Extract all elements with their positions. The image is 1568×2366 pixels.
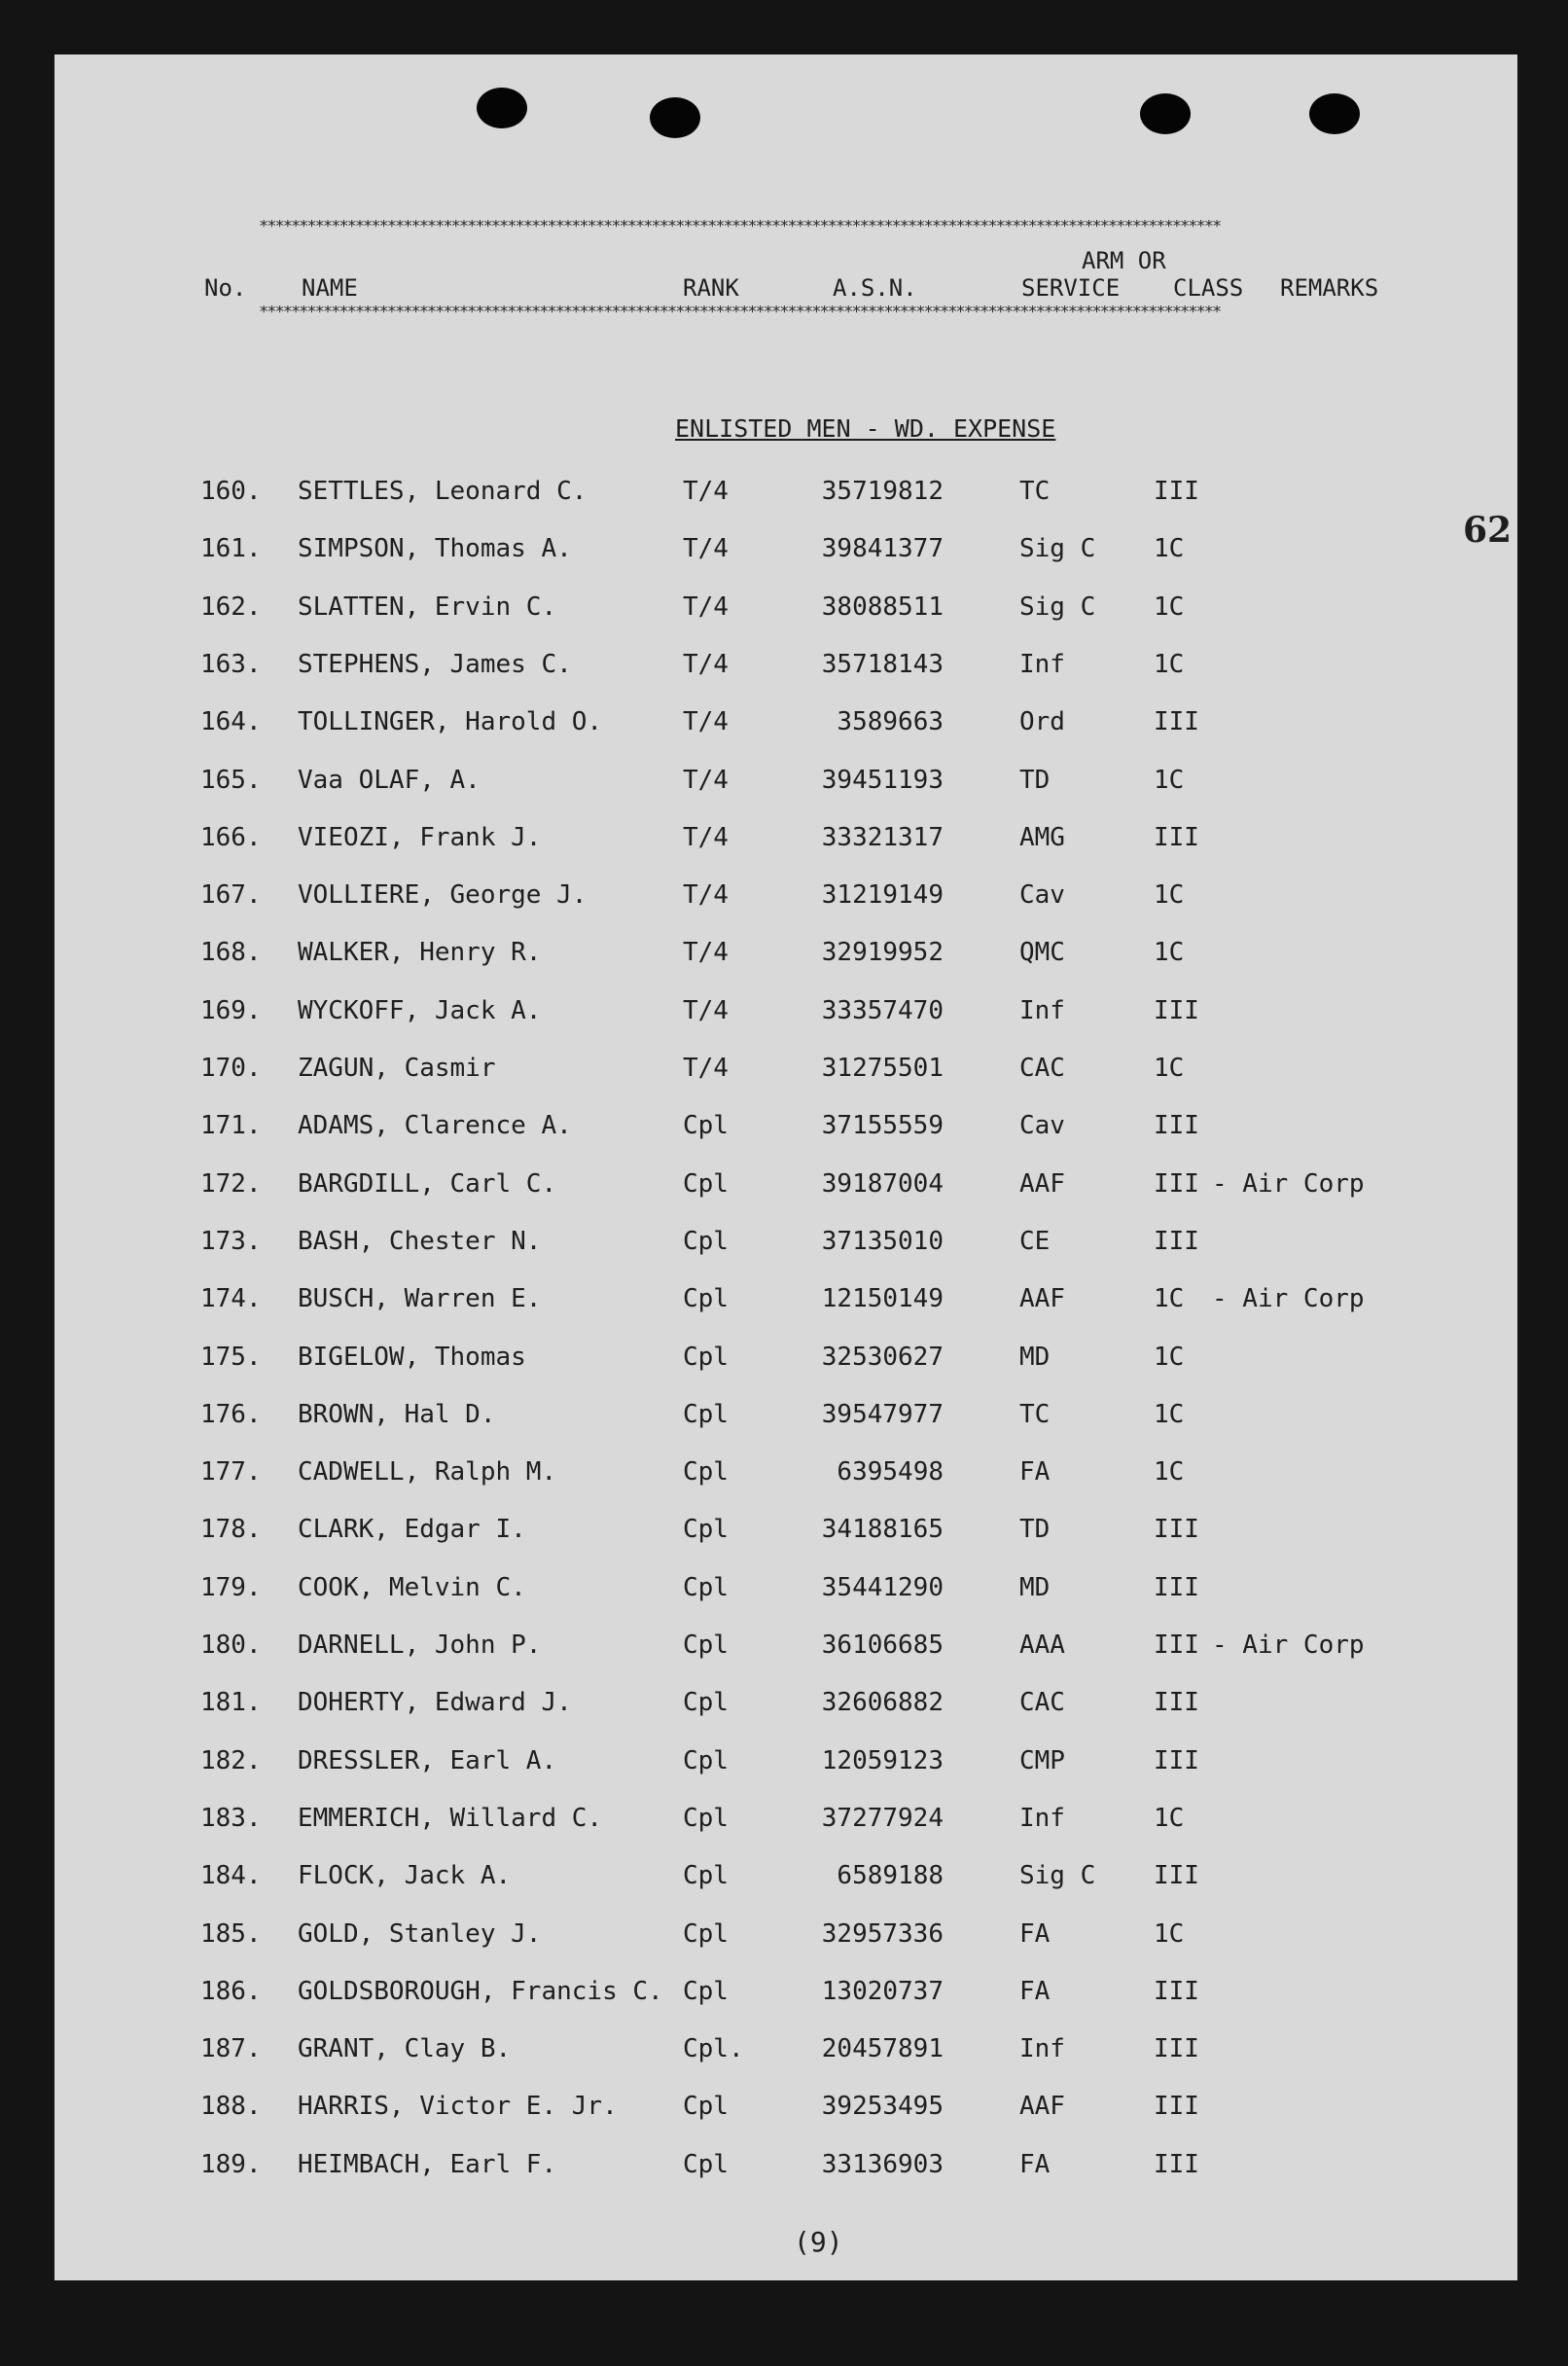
row-rank: Cpl bbox=[683, 1976, 729, 2006]
row-arm: FA bbox=[1019, 2149, 1051, 2179]
table-row bbox=[54, 477, 1517, 516]
table-row bbox=[54, 1573, 1517, 1612]
row-asn: 20457891 bbox=[821, 2034, 944, 2064]
row-name: WYCKOFF, Jack A. bbox=[298, 995, 542, 1025]
row-name: ZAGUN, Casmir bbox=[298, 1054, 496, 1083]
row-class: 1C bbox=[1154, 1803, 1185, 1833]
table-row bbox=[54, 1919, 1517, 1958]
row-name: BUSCH, Warren E. bbox=[298, 1284, 542, 1314]
col-header-class: CLASS bbox=[1173, 274, 1244, 302]
row-arm: Sig C bbox=[1019, 534, 1096, 564]
punch-hole bbox=[650, 97, 700, 138]
row-number: 187. bbox=[200, 2034, 262, 2064]
row-number: 179. bbox=[200, 1572, 262, 1602]
row-rank: Cpl bbox=[683, 1688, 729, 1718]
row-arm: FA bbox=[1019, 1976, 1051, 2006]
header-rule-top: ************************************************************************************************************************ bbox=[259, 220, 1221, 233]
row-number: 170. bbox=[200, 1054, 262, 1083]
row-class: 1C bbox=[1154, 1054, 1185, 1083]
row-name: WALKER, Henry R. bbox=[298, 938, 542, 968]
row-name: GOLDSBOROUGH, Francis C. bbox=[298, 1976, 663, 2006]
row-arm: Inf bbox=[1019, 1803, 1065, 1833]
row-arm: AAF bbox=[1019, 1168, 1065, 1199]
row-rank: Cpl bbox=[683, 1168, 729, 1199]
table-row bbox=[54, 1804, 1517, 1843]
row-rank: Cpl bbox=[683, 1226, 729, 1256]
row-class: III bbox=[1154, 1861, 1199, 1891]
row-name: BARGDILL, Carl C. bbox=[298, 1168, 557, 1199]
row-name: EMMERICH, Willard C. bbox=[298, 1803, 603, 1833]
table-row bbox=[54, 766, 1517, 805]
row-arm: Cav bbox=[1019, 1111, 1065, 1141]
row-name: VOLLIERE, George J. bbox=[298, 880, 588, 911]
page-footer: (9) bbox=[794, 2226, 843, 2258]
row-asn: 33321317 bbox=[821, 822, 944, 852]
row-arm: Sig C bbox=[1019, 1861, 1096, 1891]
row-name: SETTLES, Leonard C. bbox=[298, 477, 588, 506]
row-arm: Cav bbox=[1019, 880, 1065, 911]
row-arm: AMG bbox=[1019, 822, 1065, 852]
row-asn: 37155559 bbox=[821, 1111, 944, 1141]
row-arm: TD bbox=[1019, 765, 1051, 795]
row-arm: Ord bbox=[1019, 707, 1065, 737]
table-row bbox=[54, 707, 1517, 746]
table-row bbox=[54, 1457, 1517, 1496]
table-row bbox=[54, 1746, 1517, 1785]
row-number: 172. bbox=[200, 1168, 262, 1199]
row-class: 1C bbox=[1154, 592, 1185, 622]
row-asn: 38088511 bbox=[821, 592, 944, 622]
row-name: DOHERTY, Edward J. bbox=[298, 1688, 572, 1718]
row-arm: AAA bbox=[1019, 1631, 1065, 1660]
row-rank: Cpl bbox=[683, 2149, 729, 2179]
table-row bbox=[54, 2034, 1517, 2073]
row-rank: T/4 bbox=[683, 477, 729, 506]
row-name: HARRIS, Victor E. Jr. bbox=[298, 2092, 618, 2122]
row-asn: 35441290 bbox=[821, 1572, 944, 1602]
col-header-asn: A.S.N. bbox=[833, 274, 917, 302]
row-class: 1C bbox=[1154, 1918, 1185, 1949]
row-rank: Cpl bbox=[683, 1572, 729, 1602]
row-name: BASH, Chester N. bbox=[298, 1226, 542, 1256]
row-class: 1C bbox=[1154, 534, 1185, 564]
row-rank: T/4 bbox=[683, 649, 729, 679]
row-asn: 33357470 bbox=[821, 995, 944, 1025]
row-name: FLOCK, Jack A. bbox=[298, 1861, 512, 1891]
section-title: ENLISTED MEN - WD. EXPENSE bbox=[675, 414, 1056, 443]
row-asn: 35719812 bbox=[821, 477, 944, 506]
row-class: III bbox=[1154, 1111, 1199, 1141]
row-name: STEPHENS, James C. bbox=[298, 649, 572, 679]
row-asn: 37135010 bbox=[821, 1226, 944, 1256]
col-header-no: No. bbox=[204, 274, 247, 302]
row-arm: FA bbox=[1019, 1457, 1051, 1488]
row-name: SLATTEN, Ervin C. bbox=[298, 592, 557, 622]
row-number: 161. bbox=[200, 534, 262, 564]
row-number: 173. bbox=[200, 1226, 262, 1256]
row-number: 184. bbox=[200, 1861, 262, 1891]
row-asn: 32919952 bbox=[821, 938, 944, 968]
row-number: 165. bbox=[200, 765, 262, 795]
row-asn: 35718143 bbox=[821, 649, 944, 679]
row-asn: 12059123 bbox=[821, 1745, 944, 1775]
row-arm: AAF bbox=[1019, 2092, 1065, 2122]
table-row bbox=[54, 1054, 1517, 1093]
row-name: Vaa OLAF, A. bbox=[298, 765, 481, 795]
row-class: III bbox=[1154, 1168, 1199, 1199]
row-asn: 39253495 bbox=[821, 2092, 944, 2122]
row-asn: 36106685 bbox=[821, 1631, 944, 1660]
document-page bbox=[54, 54, 1517, 2280]
row-asn: 39841377 bbox=[821, 534, 944, 564]
row-arm: TC bbox=[1019, 477, 1051, 506]
row-name: BROWN, Hal D. bbox=[298, 1399, 496, 1429]
row-name: GRANT, Clay B. bbox=[298, 2034, 512, 2064]
row-remarks: - Air Corp bbox=[1212, 1631, 1365, 1660]
page-number-stamp: 62 bbox=[1463, 510, 1513, 551]
row-rank: Cpl bbox=[683, 1342, 729, 1372]
row-name: VIEOZI, Frank J. bbox=[298, 822, 542, 852]
row-number: 164. bbox=[200, 707, 262, 737]
row-asn: 12150149 bbox=[821, 1284, 944, 1314]
table-row bbox=[54, 2150, 1517, 2189]
row-arm: Inf bbox=[1019, 995, 1065, 1025]
row-name: HEIMBACH, Earl F. bbox=[298, 2149, 557, 2179]
col-header-remarks: REMARKS bbox=[1280, 274, 1379, 302]
row-arm: MD bbox=[1019, 1572, 1051, 1602]
row-asn: 33136903 bbox=[821, 2149, 944, 2179]
row-rank: T/4 bbox=[683, 822, 729, 852]
row-name: CADWELL, Ralph M. bbox=[298, 1457, 557, 1488]
row-rank: Cpl bbox=[683, 1803, 729, 1833]
table-row bbox=[54, 1631, 1517, 1669]
row-rank: Cpl bbox=[683, 1745, 729, 1775]
row-class: 1C bbox=[1154, 765, 1185, 795]
table-row bbox=[54, 938, 1517, 977]
row-class: III bbox=[1154, 1226, 1199, 1256]
row-rank: Cpl. bbox=[683, 2034, 744, 2064]
row-number: 163. bbox=[200, 649, 262, 679]
row-arm: FA bbox=[1019, 1918, 1051, 1949]
row-asn: 32957336 bbox=[821, 1918, 944, 1949]
table-row bbox=[54, 1400, 1517, 1439]
row-arm: CE bbox=[1019, 1226, 1051, 1256]
row-number: 160. bbox=[200, 477, 262, 506]
col-header-arm-line2: SERVICE bbox=[1021, 274, 1121, 302]
row-class: III bbox=[1154, 2034, 1199, 2064]
row-name: CLARK, Edgar I. bbox=[298, 1515, 526, 1545]
row-rank: T/4 bbox=[683, 995, 729, 1025]
row-class: III bbox=[1154, 1688, 1199, 1718]
row-number: 167. bbox=[200, 880, 262, 911]
row-number: 186. bbox=[200, 1976, 262, 2006]
row-asn: 31219149 bbox=[821, 880, 944, 911]
row-number: 168. bbox=[200, 938, 262, 968]
table-row bbox=[54, 880, 1517, 919]
row-arm: QMC bbox=[1019, 938, 1065, 968]
row-asn: 32530627 bbox=[821, 1342, 944, 1372]
row-arm: Inf bbox=[1019, 2034, 1065, 2064]
row-arm: TC bbox=[1019, 1399, 1051, 1429]
row-arm: CAC bbox=[1019, 1688, 1065, 1718]
row-number: 175. bbox=[200, 1342, 262, 1372]
row-arm: Inf bbox=[1019, 649, 1065, 679]
row-class: III bbox=[1154, 1745, 1199, 1775]
row-class: 1C bbox=[1154, 1399, 1185, 1429]
row-class: III bbox=[1154, 2092, 1199, 2122]
table-row bbox=[54, 1169, 1517, 1208]
row-arm: CAC bbox=[1019, 1054, 1065, 1083]
row-class: 1C bbox=[1154, 649, 1185, 679]
table-row bbox=[54, 534, 1517, 573]
row-class: III bbox=[1154, 1976, 1199, 2006]
row-class: 1C bbox=[1154, 880, 1185, 911]
row-number: 174. bbox=[200, 1284, 262, 1314]
row-rank: T/4 bbox=[683, 534, 729, 564]
row-name: SIMPSON, Thomas A. bbox=[298, 534, 572, 564]
row-remarks: - Air Corp bbox=[1212, 1168, 1365, 1199]
row-number: 183. bbox=[200, 1803, 262, 1833]
row-class: III bbox=[1154, 822, 1199, 852]
punch-hole bbox=[1309, 93, 1360, 134]
row-asn: 6395498 bbox=[837, 1457, 944, 1488]
row-name: ADAMS, Clarence A. bbox=[298, 1111, 572, 1141]
row-rank: T/4 bbox=[683, 938, 729, 968]
row-name: BIGELOW, Thomas bbox=[298, 1342, 526, 1372]
row-rank: Cpl bbox=[683, 1918, 729, 1949]
row-class: III bbox=[1154, 995, 1199, 1025]
col-header-arm-line1: ARM OR bbox=[1082, 247, 1166, 274]
row-asn: 6589188 bbox=[837, 1861, 944, 1891]
row-name: COOK, Melvin C. bbox=[298, 1572, 526, 1602]
row-number: 176. bbox=[200, 1399, 262, 1429]
row-name: DARNELL, John P. bbox=[298, 1631, 542, 1660]
row-rank: Cpl bbox=[683, 2092, 729, 2122]
row-rank: T/4 bbox=[683, 880, 729, 911]
row-name: GOLD, Stanley J. bbox=[298, 1918, 542, 1949]
table-row bbox=[54, 592, 1517, 631]
row-rank: Cpl bbox=[683, 1457, 729, 1488]
row-rank: Cpl bbox=[683, 1284, 729, 1314]
row-rank: Cpl bbox=[683, 1631, 729, 1660]
row-number: 188. bbox=[200, 2092, 262, 2122]
header-rule-bottom: ************************************************************************************************************************ bbox=[259, 305, 1221, 319]
table-row bbox=[54, 1227, 1517, 1266]
row-asn: 13020737 bbox=[821, 1976, 944, 2006]
row-class: 1C bbox=[1154, 1457, 1185, 1488]
row-class: 1C bbox=[1154, 1342, 1185, 1372]
row-remarks: - Air Corp bbox=[1212, 1284, 1365, 1314]
col-header-rank: RANK bbox=[683, 274, 739, 302]
table-row bbox=[54, 650, 1517, 689]
punch-hole bbox=[477, 88, 527, 128]
row-asn: 32606882 bbox=[821, 1688, 944, 1718]
row-name: DRESSLER, Earl A. bbox=[298, 1745, 557, 1775]
row-number: 166. bbox=[200, 822, 262, 852]
table-row bbox=[54, 1861, 1517, 1900]
row-rank: T/4 bbox=[683, 592, 729, 622]
row-class: III bbox=[1154, 1631, 1199, 1660]
row-class: III bbox=[1154, 1572, 1199, 1602]
table-row bbox=[54, 1111, 1517, 1150]
row-asn: 34188165 bbox=[821, 1515, 944, 1545]
row-number: 185. bbox=[200, 1918, 262, 1949]
row-asn: 39547977 bbox=[821, 1399, 944, 1429]
row-number: 169. bbox=[200, 995, 262, 1025]
row-arm: AAF bbox=[1019, 1284, 1065, 1314]
row-class: III bbox=[1154, 477, 1199, 506]
table-row bbox=[54, 2092, 1517, 2131]
row-asn: 31275501 bbox=[821, 1054, 944, 1083]
row-class: 1C bbox=[1154, 938, 1185, 968]
row-asn: 39451193 bbox=[821, 765, 944, 795]
row-number: 189. bbox=[200, 2149, 262, 2179]
table-row bbox=[54, 1343, 1517, 1381]
row-asn: 39187004 bbox=[821, 1168, 944, 1199]
row-number: 177. bbox=[200, 1457, 262, 1488]
row-rank: T/4 bbox=[683, 1054, 729, 1083]
row-class: III bbox=[1154, 1515, 1199, 1545]
row-arm: CMP bbox=[1019, 1745, 1065, 1775]
row-arm: Sig C bbox=[1019, 592, 1096, 622]
table-row bbox=[54, 823, 1517, 862]
row-number: 181. bbox=[200, 1688, 262, 1718]
row-arm: TD bbox=[1019, 1515, 1051, 1545]
row-asn: 3589663 bbox=[837, 707, 944, 737]
col-header-name: NAME bbox=[302, 274, 358, 302]
row-asn: 37277924 bbox=[821, 1803, 944, 1833]
row-number: 180. bbox=[200, 1631, 262, 1660]
row-number: 178. bbox=[200, 1515, 262, 1545]
row-rank: Cpl bbox=[683, 1399, 729, 1429]
table-row bbox=[54, 1688, 1517, 1727]
table-row bbox=[54, 1284, 1517, 1323]
row-number: 171. bbox=[200, 1111, 262, 1141]
row-number: 182. bbox=[200, 1745, 262, 1775]
row-rank: Cpl bbox=[683, 1861, 729, 1891]
row-arm: MD bbox=[1019, 1342, 1051, 1372]
punch-hole bbox=[1140, 93, 1191, 134]
row-class: III bbox=[1154, 2149, 1199, 2179]
table-row bbox=[54, 996, 1517, 1035]
row-class: 1C bbox=[1154, 1284, 1185, 1314]
row-rank: Cpl bbox=[683, 1111, 729, 1141]
row-class: III bbox=[1154, 707, 1199, 737]
table-row bbox=[54, 1515, 1517, 1554]
row-number: 162. bbox=[200, 592, 262, 622]
row-name: TOLLINGER, Harold O. bbox=[298, 707, 603, 737]
row-rank: Cpl bbox=[683, 1515, 729, 1545]
row-rank: T/4 bbox=[683, 707, 729, 737]
row-rank: T/4 bbox=[683, 765, 729, 795]
table-row bbox=[54, 1977, 1517, 2016]
